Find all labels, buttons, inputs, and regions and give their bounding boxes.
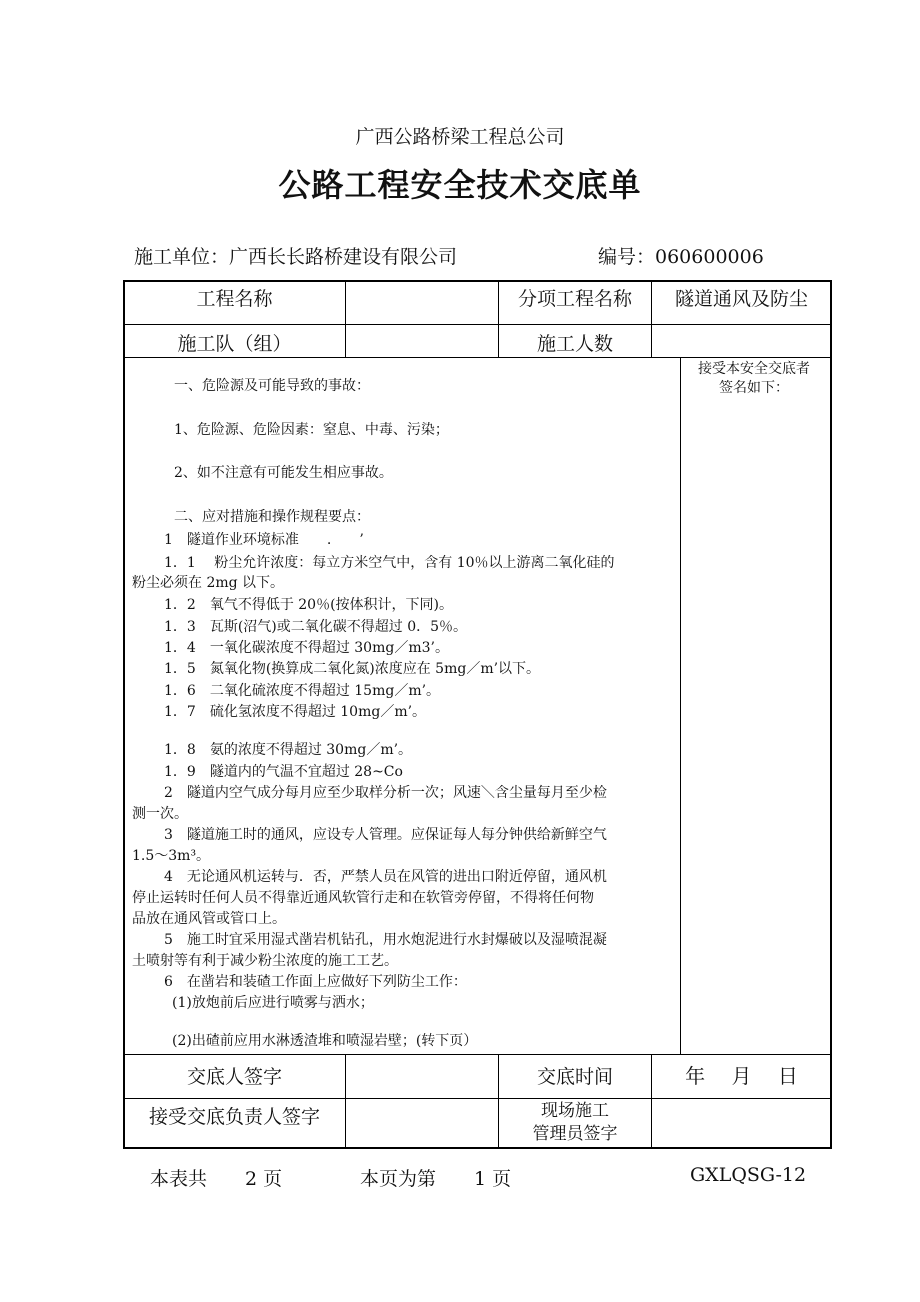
row-divider: [123, 1054, 832, 1055]
content-line: 土喷射等有利于减少粉尘浓度的施工工艺。: [132, 953, 398, 969]
content-line: 1.5～3m³。: [132, 848, 211, 864]
signers-note: [684, 360, 824, 398]
content-line: 6 在凿岩和装碴工作面上应做好下列防尘工作：: [164, 974, 467, 990]
form-code: GXLQSG-12: [690, 1164, 807, 1186]
site-manager-label-line: 现场施工: [541, 1101, 609, 1121]
sub-project-label: 分项工程名称: [517, 288, 632, 310]
content-line: 1．3 瓦斯(沼气)或二氧化碳不得超过 0．5％。: [164, 619, 468, 635]
construction-unit: 施工单位：广西长长路桥建设有限公司: [134, 246, 458, 268]
content-line: 测一次。: [132, 806, 188, 822]
handover-time-label: 交底时间: [536, 1066, 613, 1088]
workers-label: 施工人数: [536, 333, 613, 355]
column-divider: [345, 280, 346, 357]
content-line: 停止运转时任何人员不得靠近通风软管行走和在软管旁停留，不得将任何物: [132, 890, 594, 906]
content-line: 1．6 二氧化硫浓度不得超过 15mg／m’。: [164, 683, 441, 699]
content-line: (2)出碴前应用水淋透渣堆和喷湿岩壁；(转下页）: [172, 1033, 478, 1049]
content-line: 5 施工时宜采用湿式凿岩机钻孔，用水炮泥进行水封爆破以及湿喷混凝: [164, 932, 607, 948]
content-line: 1、危险源、危险因素：窒息、中毒、污染；: [174, 422, 449, 438]
handover-date-value[interactable]: 年 月 日: [685, 1064, 798, 1088]
content-line: 1．9 隧道内的气温不宜超过 28~Co: [164, 764, 403, 780]
content-line: 2 隧道内空气成分每月应至少取样分析一次；风速＼含尘量每月至少检: [164, 785, 607, 801]
column-divider: [680, 357, 681, 1054]
sub-project-value[interactable]: 隧道通风及防尘: [674, 288, 808, 310]
current-page: 本页为第 1 页: [360, 1168, 512, 1190]
document-title: 公路工程安全技术交底单: [278, 166, 642, 204]
content-line: 1．4 一氧化碳浓度不得超过 30mg／m3’。: [164, 640, 449, 656]
receiver-signature-label: 接受交底负责人签字: [148, 1106, 320, 1128]
row-divider: [123, 1098, 832, 1099]
content-line: 1 隧道作业环境标准 . ’: [164, 532, 364, 548]
content-line: 一、危险源及可能导致的事故：: [174, 378, 370, 394]
team-label: 施工队（组）: [177, 333, 292, 355]
site-manager-label-line: 管理员签字: [532, 1124, 618, 1144]
content-line: 1．1 粉尘允许浓度：每立方米空气中，含有 10％以上游离二氧化硅的: [164, 555, 615, 571]
content-line: 3 隧道施工时的通风，应设专人管理。应保证每人每分钟供给新鲜空气: [164, 827, 607, 843]
content-line: 2、如不注意有可能发生相应事故。: [174, 465, 393, 481]
document-code: 编号：060600006: [598, 246, 764, 268]
content-line: 粉尘必须在 2mg 以下。: [132, 575, 285, 591]
signers-note-line: 接受本安全交底者: [698, 361, 810, 377]
signers-note-line: 签名如下：: [719, 380, 789, 396]
content-line: 4 无论通风机运转与．否，严禁人员在风管的进出口附近停留，通风机: [164, 869, 607, 885]
content-line: 二、应对措施和操作规程要点：: [174, 509, 370, 525]
company-name: 广西公路桥梁工程总公司: [355, 126, 565, 148]
column-divider: [345, 1054, 346, 1149]
content-line: 1．8 氨的浓度不得超过 30mg／m’。: [164, 742, 413, 758]
handover-signer-label: 交底人签字: [186, 1066, 282, 1088]
site-manager-label: [499, 1100, 651, 1146]
content-line: 1．7 硫化氢浓度不得超过 10mg／m’。: [164, 704, 427, 720]
content-line: 1．5 氮氧化物(换算成二氧化氮)浓度应在 5mg／m’以下。: [164, 661, 541, 677]
row-divider: [123, 357, 832, 358]
content-line: 1．2 氧气不得低于 20％(按体积计，下同)。: [164, 597, 454, 613]
row-divider: [123, 324, 832, 325]
total-pages: 本表共 2 页: [150, 1168, 283, 1190]
content-line: 品放在通风管或管口上。: [132, 911, 286, 927]
content-line: (1)放炮前后应进行喷雾与洒水；: [172, 995, 374, 1011]
project-name-label: 工程名称: [196, 288, 273, 310]
